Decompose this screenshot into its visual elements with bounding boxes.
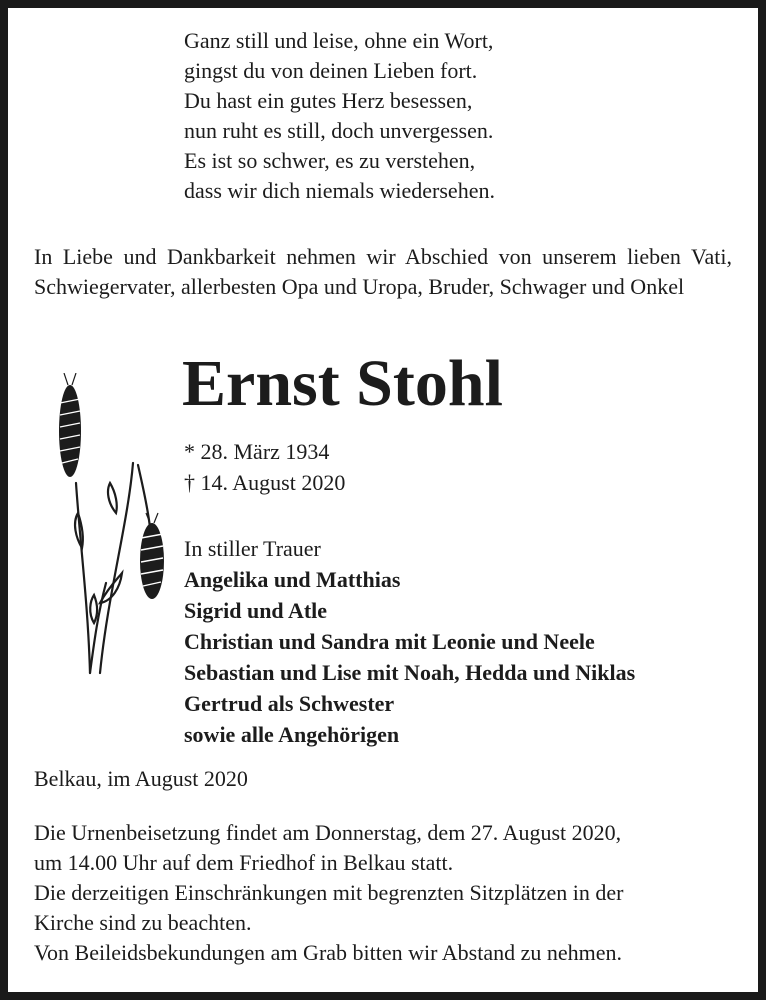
birth-date: * 28. März 1934 [184,439,330,464]
poem-line: Du hast ein gutes Herz besessen, [184,88,473,113]
wheat-ears-icon [38,373,168,678]
notice-line: um 14.00 Uhr auf dem Friedhof in Belkau statt. [34,850,454,875]
mourners-list [184,533,635,750]
poem [184,26,664,206]
mourning-intro: In stiller Trauer [184,536,321,561]
poem-line: nun ruht es still, doch unvergessen. [184,118,494,143]
life-dates [184,436,345,498]
notice-line: Kirche sind zu beachten. [34,910,252,935]
mourner-line: Christian und Sandra mit Leonie und Neele [184,629,595,654]
mourner-line: Gertrud als Schwester [184,691,395,716]
place-date: Belkau, im August 2020 [34,766,248,791]
intro-text: In Liebe und Dankbarkeit nehmen wir Abschied von unserem lieben Vati, Schwiegervater, allerbesten Opa und Uropa, Bruder, Schwager und Onkel [34,244,732,299]
notice-line: Die Urnenbeisetzung findet am Donnerstag, dem 27. August 2020, [34,820,622,845]
obituary-page [8,8,758,992]
mourner-line: Sigrid und Atle [184,598,328,623]
deceased-name: Ernst Stohl [182,347,503,420]
mourner-line: Angelika und Matthias [184,567,401,592]
death-date: † 14. August 2020 [184,470,346,495]
mourner-line: sowie alle Angehörigen [184,722,400,747]
poem-line: Es ist so schwer, es zu verstehen, [184,148,476,173]
poem-line: gingst du von deinen Lieben fort. [184,58,478,83]
mourner-line: Sebastian und Lise mit Noah, Hedda und Niklas [184,660,636,685]
notice-line: Von Beileidsbekundungen am Grab bitten wir Abstand zu nehmen. [34,940,622,965]
poem-line: dass wir dich niemals wiedersehen. [184,178,495,203]
notice-line: Die derzeitigen Einschränkungen mit begrenzten Sitzplätzen in der [34,880,624,905]
burial-notice [34,818,734,968]
poem-line: Ganz still und leise, ohne ein Wort, [184,28,494,53]
